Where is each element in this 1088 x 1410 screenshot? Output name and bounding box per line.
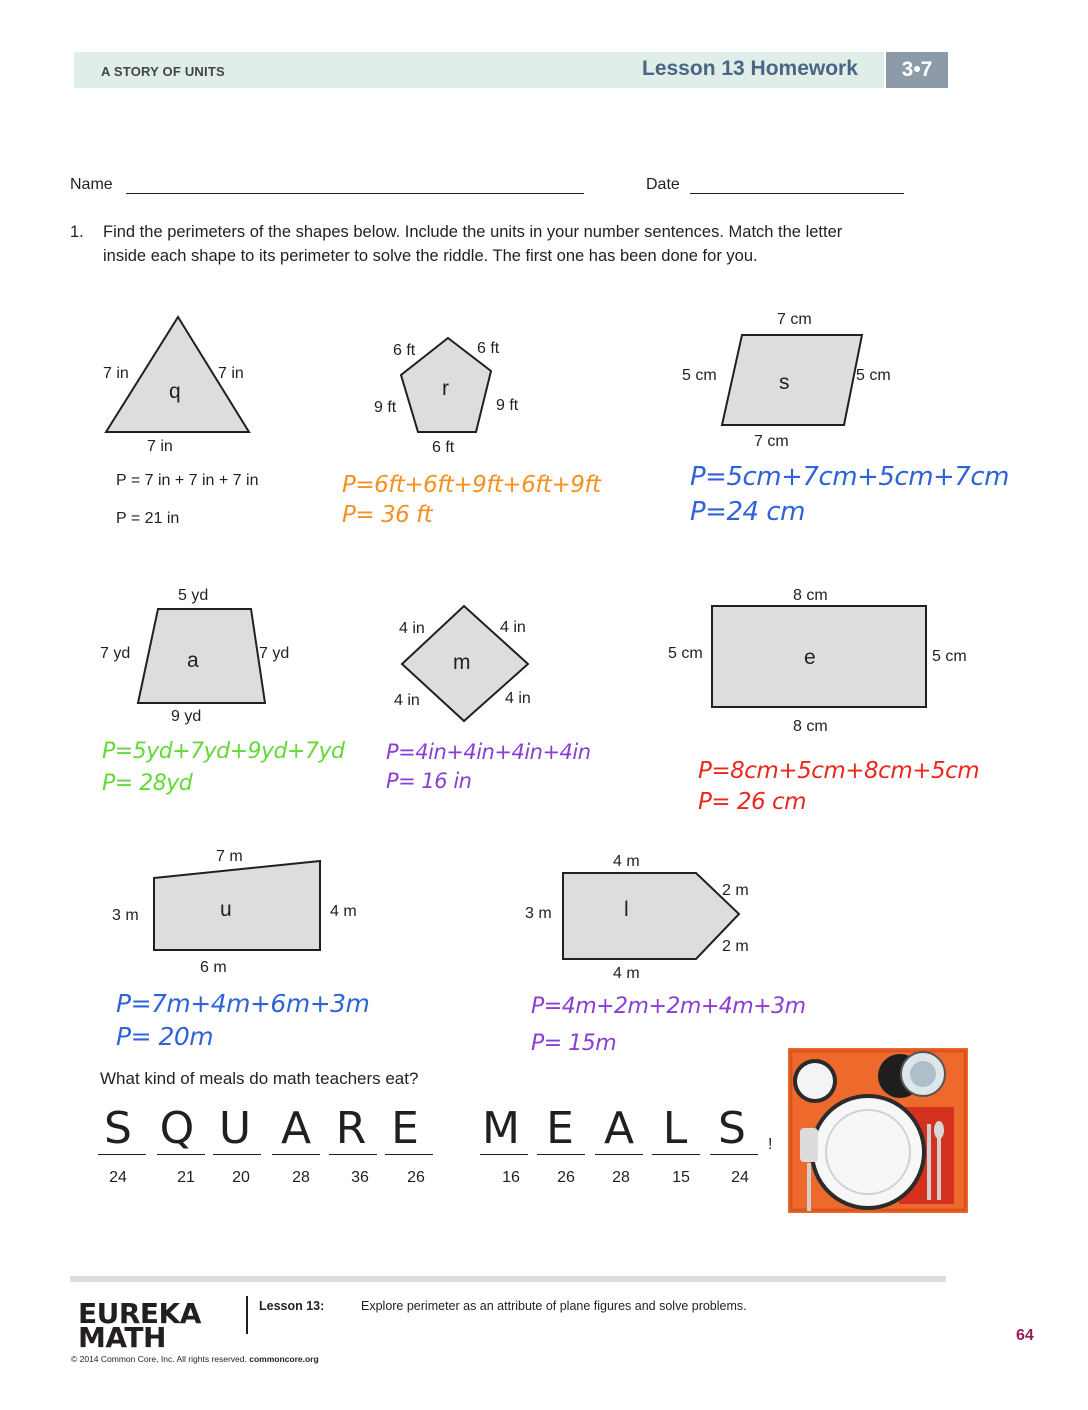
riddle-number: 24 <box>109 1169 127 1186</box>
riddle-letter: L <box>662 1103 688 1154</box>
q-right-side: 7 in <box>218 365 244 382</box>
r-bottom-side: 6 ft <box>432 439 455 456</box>
eureka-logo-line-1: EUREKA <box>78 1297 201 1330</box>
riddle-letter: A <box>603 1103 635 1154</box>
m-bottom-left-side: 4 in <box>394 692 420 709</box>
riddle-question: What kind of meals do math teachers eat? <box>100 1069 419 1088</box>
rectangle-e <box>712 606 926 707</box>
answer-blank[interactable] <box>385 1154 433 1155</box>
copyright-site: commoncore.org <box>249 1354 319 1364</box>
r-right-side: 9 ft <box>496 397 519 414</box>
answer-blank[interactable] <box>480 1154 528 1155</box>
answer-blank[interactable] <box>272 1154 320 1155</box>
u-left-side: 3 m <box>112 907 139 924</box>
footer-rule <box>70 1276 946 1282</box>
s-bottom-side: 7 cm <box>754 433 789 450</box>
e-left-side: 5 cm <box>668 645 703 662</box>
riddle-number: 26 <box>407 1169 425 1186</box>
l-lower-right-side: 2 m <box>722 938 749 955</box>
riddle-letter: E <box>546 1103 574 1154</box>
grade-module-badge: 3•7 <box>886 52 948 88</box>
s-work-line-2: P=24 cm <box>690 497 805 527</box>
l-left-side: 3 m <box>525 905 552 922</box>
a-letter: a <box>187 649 199 672</box>
riddle-number: 28 <box>612 1169 630 1186</box>
a-right-side: 7 yd <box>259 645 290 662</box>
e-right-side: 5 cm <box>932 648 967 665</box>
r-letter: r <box>442 377 449 400</box>
question-line-2: inside each shape to its perimeter to solve the riddle. The first one has been done for you. <box>103 247 758 265</box>
answer-blank[interactable] <box>329 1154 377 1155</box>
e-work-line-2: P= 26 cm <box>698 789 807 815</box>
question-line-1: Find the perimeters of the shapes below. Include the units in your number sentences. Match the letter <box>103 223 843 241</box>
m-work-line-1: P=4in+4in+4in+4in <box>386 740 591 764</box>
m-letter: m <box>453 651 471 674</box>
q-bottom-side: 7 in <box>147 438 173 455</box>
place-setting-image <box>788 1048 968 1213</box>
lesson-title: Lesson 13 Homework <box>642 57 858 80</box>
s-right-side: 5 cm <box>856 367 891 384</box>
riddle-letter: S <box>718 1103 746 1154</box>
l-work-line-2: P= 15m <box>531 1031 617 1056</box>
r-top-left-side: 6 ft <box>393 342 416 359</box>
name-label: Name <box>70 176 113 193</box>
eureka-logo-line-2: MATH <box>78 1321 166 1354</box>
riddle-letter: M <box>482 1103 520 1154</box>
u-bottom-side: 6 m <box>200 959 227 976</box>
question-number: 1. <box>70 223 84 241</box>
s-left-side: 5 cm <box>682 367 717 384</box>
riddle-letter: E <box>391 1103 419 1154</box>
riddle-letter: S <box>104 1103 132 1154</box>
m-work-line-2: P= 16 in <box>386 769 472 793</box>
q-work-line-2: P = 21 in <box>116 510 180 527</box>
q-letter: q <box>169 380 181 403</box>
trapezoid-a <box>138 609 265 703</box>
s-letter: s <box>779 371 790 394</box>
r-top-right-side: 6 ft <box>477 340 500 357</box>
answer-blank[interactable] <box>98 1154 146 1155</box>
riddle-letter: Q <box>159 1103 195 1154</box>
pentagon-l <box>563 873 739 959</box>
a-work-line-2: P= 28yd <box>102 771 193 796</box>
e-work-line-1: P=8cm+5cm+8cm+5cm <box>698 758 980 784</box>
date-label: Date <box>646 176 680 193</box>
a-left-side: 7 yd <box>100 645 131 662</box>
u-work-line-1: P=7m+4m+6m+3m <box>116 989 370 1018</box>
r-left-side: 9 ft <box>374 399 397 416</box>
a-work-line-1: P=5yd+7yd+9yd+7yd <box>102 739 345 764</box>
a-bottom-side: 9 yd <box>171 708 202 725</box>
q-left-side: 7 in <box>103 365 129 382</box>
m-bottom-right-side: 4 in <box>505 690 531 707</box>
l-bottom-side: 4 m <box>613 965 640 982</box>
answer-blank[interactable] <box>710 1154 758 1155</box>
copyright-text: © 2014 Common Core, Inc. All rights reserved. <box>71 1354 247 1364</box>
riddle-number: 21 <box>177 1169 195 1186</box>
riddle-number: 26 <box>557 1169 575 1186</box>
copyright <box>71 1354 319 1364</box>
l-letter: l <box>624 898 629 921</box>
riddle-letter: U <box>218 1103 252 1154</box>
riddle-letter: A <box>280 1103 312 1154</box>
footer-lesson-label: Lesson 13: <box>259 1299 325 1313</box>
u-right-side: 4 m <box>330 903 357 920</box>
riddle-number: 36 <box>351 1169 369 1186</box>
m-top-right-side: 4 in <box>500 619 526 636</box>
answer-blank[interactable] <box>537 1154 585 1155</box>
series-title: A STORY OF UNITS <box>101 64 225 79</box>
riddle-letter: R <box>335 1103 367 1154</box>
riddle-number: 15 <box>672 1169 690 1186</box>
answer-blank[interactable] <box>157 1154 205 1155</box>
s-top-side: 7 cm <box>777 311 812 328</box>
r-work-line-1: P=6ft+6ft+9ft+6ft+9ft <box>342 472 601 498</box>
answer-blank[interactable] <box>213 1154 261 1155</box>
u-work-line-2: P= 20m <box>116 1022 214 1051</box>
e-top-side: 8 cm <box>793 587 828 604</box>
riddle-exclamation: ! <box>768 1136 773 1153</box>
e-letter: e <box>804 646 816 669</box>
s-work-line-1: P=5cm+7cm+5cm+7cm <box>690 462 1009 492</box>
page-number: 64 <box>1016 1327 1034 1344</box>
answer-blank[interactable] <box>652 1154 700 1155</box>
a-top-side: 5 yd <box>178 587 209 604</box>
u-top-side: 7 m <box>216 848 243 865</box>
parallelogram-s <box>722 335 862 425</box>
riddle-number: 16 <box>502 1169 520 1186</box>
quadrilateral-u <box>154 861 320 950</box>
l-work-line-1: P=4m+2m+2m+4m+3m <box>531 994 806 1019</box>
riddle-number: 24 <box>731 1169 749 1186</box>
answer-blank[interactable] <box>595 1154 643 1155</box>
l-upper-right-side: 2 m <box>722 882 749 899</box>
footer-lesson-description: Explore perimeter as an attribute of plane figures and solve problems. <box>361 1299 747 1313</box>
riddle-number: 20 <box>232 1169 250 1186</box>
u-letter: u <box>220 898 232 921</box>
r-work-line-2: P= 36 ft <box>342 502 433 528</box>
riddle-number: 28 <box>292 1169 310 1186</box>
l-top-side: 4 m <box>613 853 640 870</box>
q-work-line-1: P = 7 in + 7 in + 7 in <box>116 472 259 489</box>
e-bottom-side: 8 cm <box>793 718 828 735</box>
footer-divider <box>246 1296 248 1334</box>
m-top-left-side: 4 in <box>399 620 425 637</box>
